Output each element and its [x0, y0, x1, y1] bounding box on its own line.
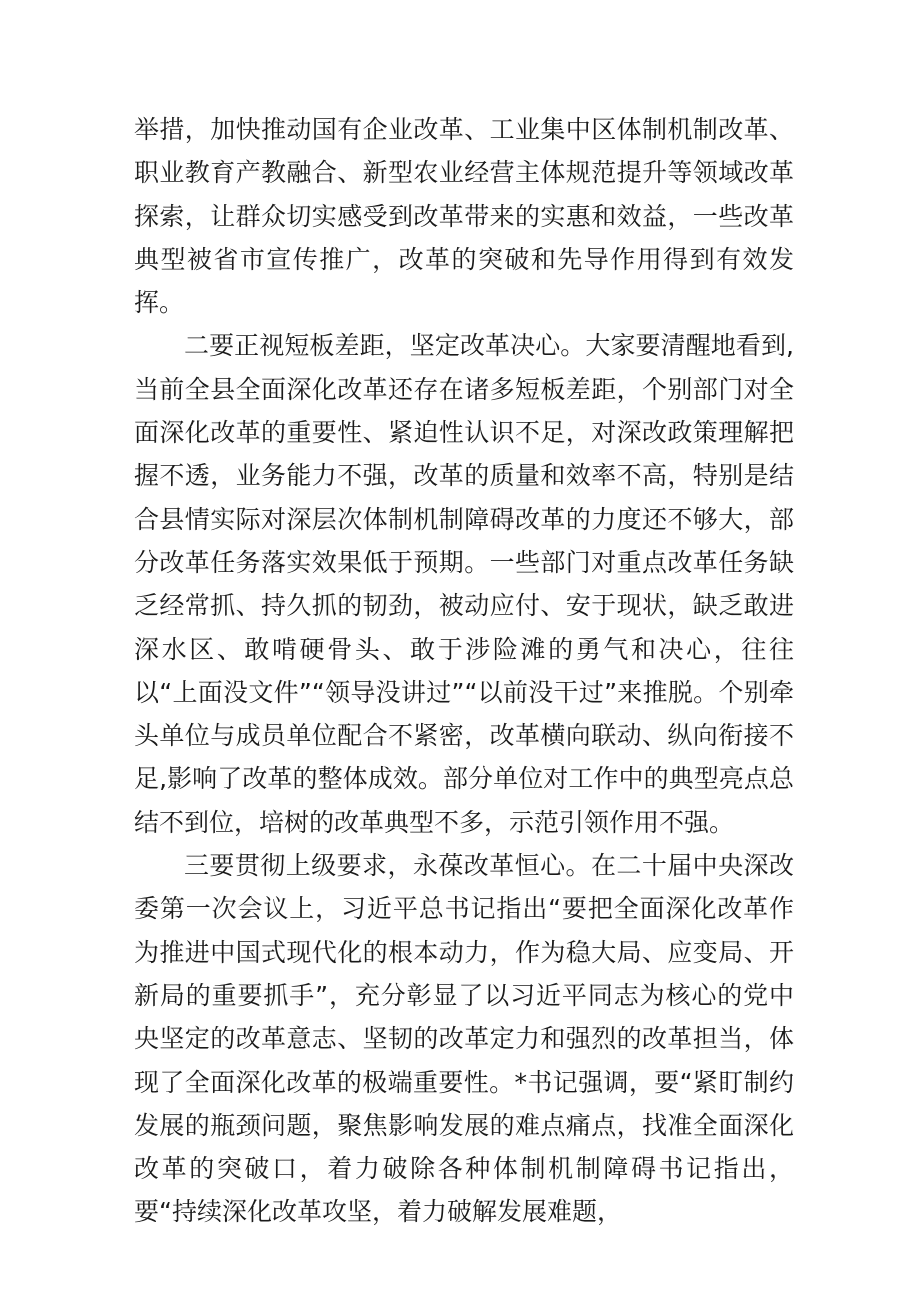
document-body — [134, 108, 794, 1234]
paragraph-achievements: 举措，加快推动国有企业改革、工业集中区体制机制改革、职业教育产教融合、新型农业经营主体规范提升等领域改革探索，让群众切实感受到改革带来的实惠和效益，一些改革典型被省市宣传推广，改革的突破和先导作用得到有效发挥。 — [134, 115, 794, 318]
paragraph-shortcomings: 二要正视短板差距，坚定改革决心。大家要清醒地看到,当前全县全面深化改革还存在诸多短板差距，个别部门对全面深化改革的重要性、紧迫性认识不足，对深改政策理解把握不透，业务能力不强，改革的质量和效率不高，特别是结合县情实际对深层次体制机制障碍改革的力度还不够大，部分改革任务落实效果低于预期。一些部门对重点改革任务缺乏经常抓、持久抓的韧劲，被动应付、安于现状，缺乏敢进深水区、敢啃硬骨头、敢于涉险滩的勇气和决心，往往以“上面没文件”“领导没讲过”“以前没干过”来推脱。个别牵头单位与成员单位配合不紧密，改革横向联动、纵向衔接不足,影响了改革的整体成效。部分单位对工作中的典型亮点总结不到位，培树的改革典型不多，示范引领作用不强。 — [134, 331, 794, 837]
paragraph-requirements: 三要贯彻上级要求，永葆改革恒心。在二十届中央深改委第一次会议上，习近平总书记指出“要把全面深化改革作为推进中国式现代化的根本动力，作为稳大局、应变局、开新局的重要抓手”，充分彰显了以习近平同志为核心的党中央坚定的改革意志、坚韧的改革定力和强烈的改革担当，体现了全面深化改革的极端重要性。*书记强调，要“紧盯制约发展的瓶颈问题，聚焦影响发展的难点痛点，找准全面深化改革的突破口，着力破除各种体制机制障碍书记指出，要“持续深化改革攻坚，着力破解发展难题， — [134, 851, 794, 1227]
